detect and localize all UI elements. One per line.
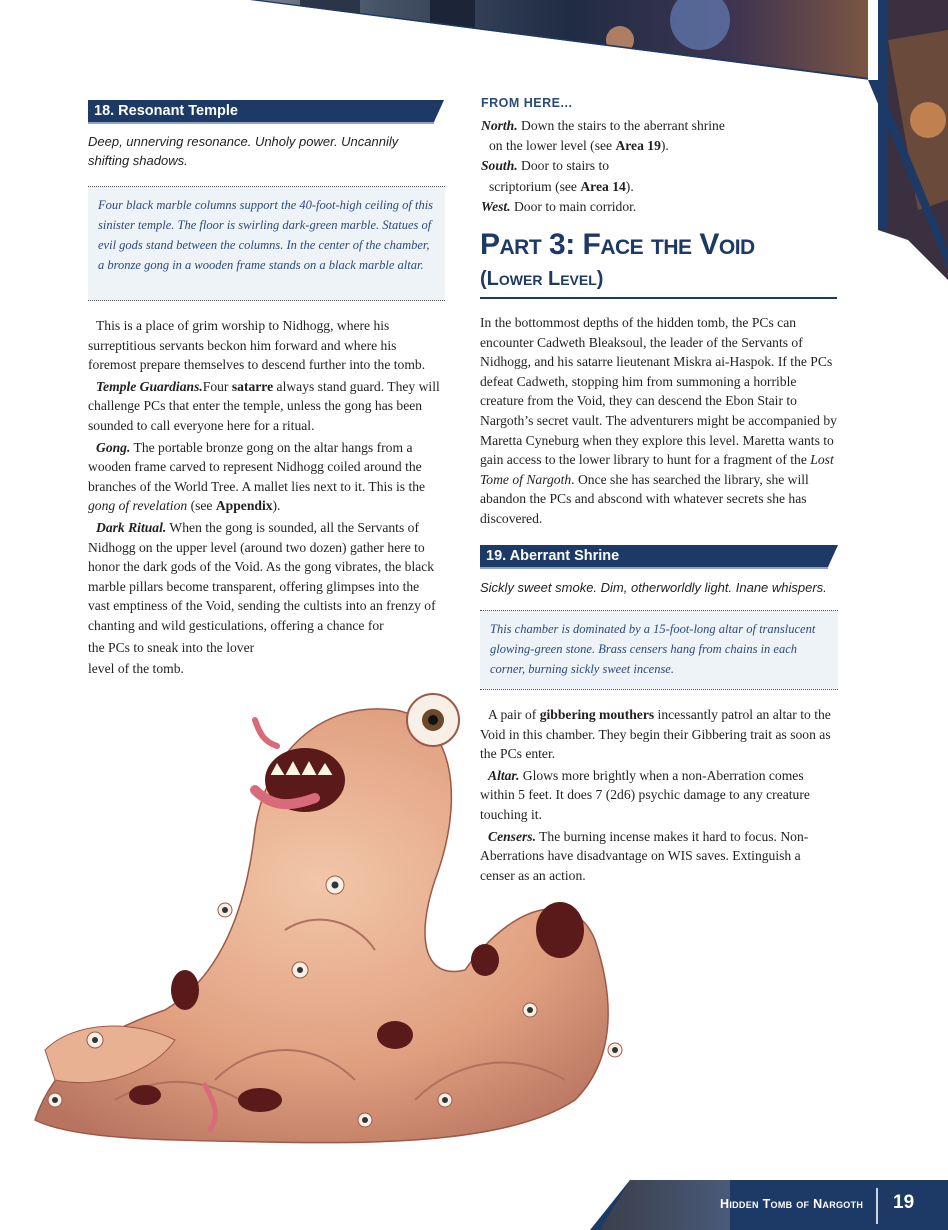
gibbering-mouther-illustration — [15, 680, 635, 1150]
section-18-header — [88, 100, 444, 122]
page-number: 19 — [893, 1192, 915, 1213]
section-19-header — [480, 545, 838, 567]
gong-see: (see — [187, 498, 216, 514]
dark-ritual-line2: the PCs to sneak into the lover — [88, 639, 255, 655]
dark-ritual-line3: level of the tomb. — [88, 661, 184, 677]
part-3-paragraph — [480, 313, 838, 529]
area-14-ref: Area 14 — [580, 178, 626, 194]
section-18-tagline: Deep, unnerving resonance. Unholy power. Uncannily shifting shadows. — [88, 134, 399, 168]
from-here-list — [481, 116, 831, 217]
from-here-heading: FROM HERE... — [481, 96, 573, 110]
temple-guardians-paragraph — [88, 377, 444, 436]
header-artwork — [0, 0, 948, 90]
satarre-name: satarre — [231, 378, 274, 394]
section-19-intro-pre: A pair of — [488, 707, 540, 722]
temple-guardians-lead: Temple Guardians. — [96, 378, 203, 394]
appendix-ref: Appendix — [215, 498, 273, 514]
south-text-2: scriptorium (see — [489, 178, 581, 194]
gong-paragraph — [88, 438, 444, 516]
south-lead: South. — [481, 158, 518, 174]
from-here-north — [481, 116, 831, 136]
section-19-intro-post: incessantly patrol an altar to the Void in this chamber. They begin their Gibbering trait as soon as the PCs enter. — [480, 707, 831, 762]
section-19-boxed-text: This chamber is dominated by a 15-foot-long altar of translucent glowing-green stone. Brass censers hang from chains in each corner, burning sickly sweet incense. — [480, 610, 838, 690]
altar-text: Glows more brightly when a non-Aberration comes within 5 feet. It does 7 (2d6) psychic damage to any creature touching it. — [480, 767, 810, 822]
gong-item-name: gong of revelation — [88, 498, 188, 514]
part-3-text-a: In the bottommost depths of the hidden tomb, the PCs can encounter Cadweth Bleaksoul, the leader of the Servants of Nidhogg, and his satarre lieutenant Miskra ai-Haspok. If the PCs defeat Cadweth, stopping him from summoning a horrible creature from the Void, they can descend the Ebon Stair to Nargoth’s secret vault. The adventurers might be accompanied by Maretta Cyneburg when they explore this level. Maretta wants to gain access to the lower library to hunt for a fragment of the — [480, 315, 837, 468]
north-text-2: on the lower level (see — [489, 138, 616, 154]
gong-text: The portable bronze gong on the altar hangs from a wooden frame carved to represent Nidhogg coiled around the branches of the World Tree. A mallet lies next to it. This is the — [88, 439, 426, 494]
gong-lead: Gong. — [96, 439, 131, 455]
gibbering-mouthers-name: gibbering mouthers — [539, 707, 655, 722]
footer-book-title: Hidden Tomb of Nargoth — [720, 1197, 864, 1211]
footer-artwork — [600, 1180, 730, 1230]
temple-guardians-text: always stand guard. They will challenge PCs that enter the temple, unless the gong has been sounded to call everyone here for a ritual. — [88, 378, 440, 433]
from-here-south — [481, 156, 831, 176]
censers-lead: Censers. — [488, 828, 536, 844]
north-lead: North. — [481, 118, 518, 133]
north-text: Down the stairs to the aberrant shrine — [517, 118, 725, 133]
west-lead: West. — [481, 198, 511, 214]
side-artwork — [868, 0, 948, 280]
part-3-rule — [480, 297, 837, 299]
part-3-subtitle: (Lower Level) — [480, 268, 604, 290]
section-18-title: 18. Resonant Temple — [94, 103, 238, 119]
north-end: ). — [660, 138, 669, 154]
section-18-intro: This is a place of grim worship to Nidhogg, where his surreptitious servants beckon him forward and where his foremost prepare themselves to descend further into the tomb. — [88, 318, 426, 373]
section-18-boxed-text: Four black marble columns support the 40-foot-high ceiling of this sinister temple. The floor is swirling dark-green marble. Statues of evil gods stand between the columns. In the center of the chamber, a bronze gong in a wooden frame stands on a black marble altar. — [88, 186, 445, 301]
header-art-svg — [0, 0, 948, 90]
from-here-south-cont — [481, 177, 831, 197]
altar-lead: Altar. — [488, 767, 520, 783]
section-18-body — [88, 316, 444, 681]
section-19-title: 19. Aberrant Shrine — [486, 548, 620, 564]
west-text: Door to main corridor. — [510, 198, 637, 214]
from-here-west — [481, 197, 831, 217]
lost-tome-title: Lost Tome of Nargoth — [480, 452, 834, 487]
south-text: Door to stairs to — [517, 158, 610, 174]
gong-end: ). — [272, 498, 281, 514]
from-here-north-cont — [481, 136, 831, 156]
section-19-tagline: Sickly sweet smoke. Dim, otherworldly light. Inane whispers. — [480, 580, 827, 595]
part-3-body — [480, 313, 838, 531]
side-art-svg — [868, 0, 948, 280]
south-end: ). — [625, 178, 634, 194]
footer-separator — [876, 1188, 878, 1224]
dark-ritual-lead: Dark Ritual. — [96, 519, 167, 535]
part-3-title: Part 3: Face the Void — [480, 228, 755, 261]
temple-guardians-pre: Four — [202, 378, 232, 394]
dark-ritual-text: When the gong is sounded, all the Servants of Nidhogg on the upper level (around two dozen) gather here to honor the dark gods of the Void. As the gong vibrates, the black marble pillars become transparent, offering glimpses into the vast emptiness of the Void, sending the cultists into an frenzy of chanting and wild gesticulations, offering a chance for — [88, 519, 436, 633]
dark-ritual-paragraph — [88, 518, 444, 636]
censers-text: The burning incense makes it hard to focus. Non-Aberrations have disadvantage on WIS saves. Extinguish a censer as an action. — [480, 828, 809, 883]
area-19-ref: Area 19 — [615, 138, 661, 154]
part-3-text-b: . Once she has searched the library, she will abandon the PCs and abscond with whatever secrets she has discovered. — [480, 471, 809, 526]
